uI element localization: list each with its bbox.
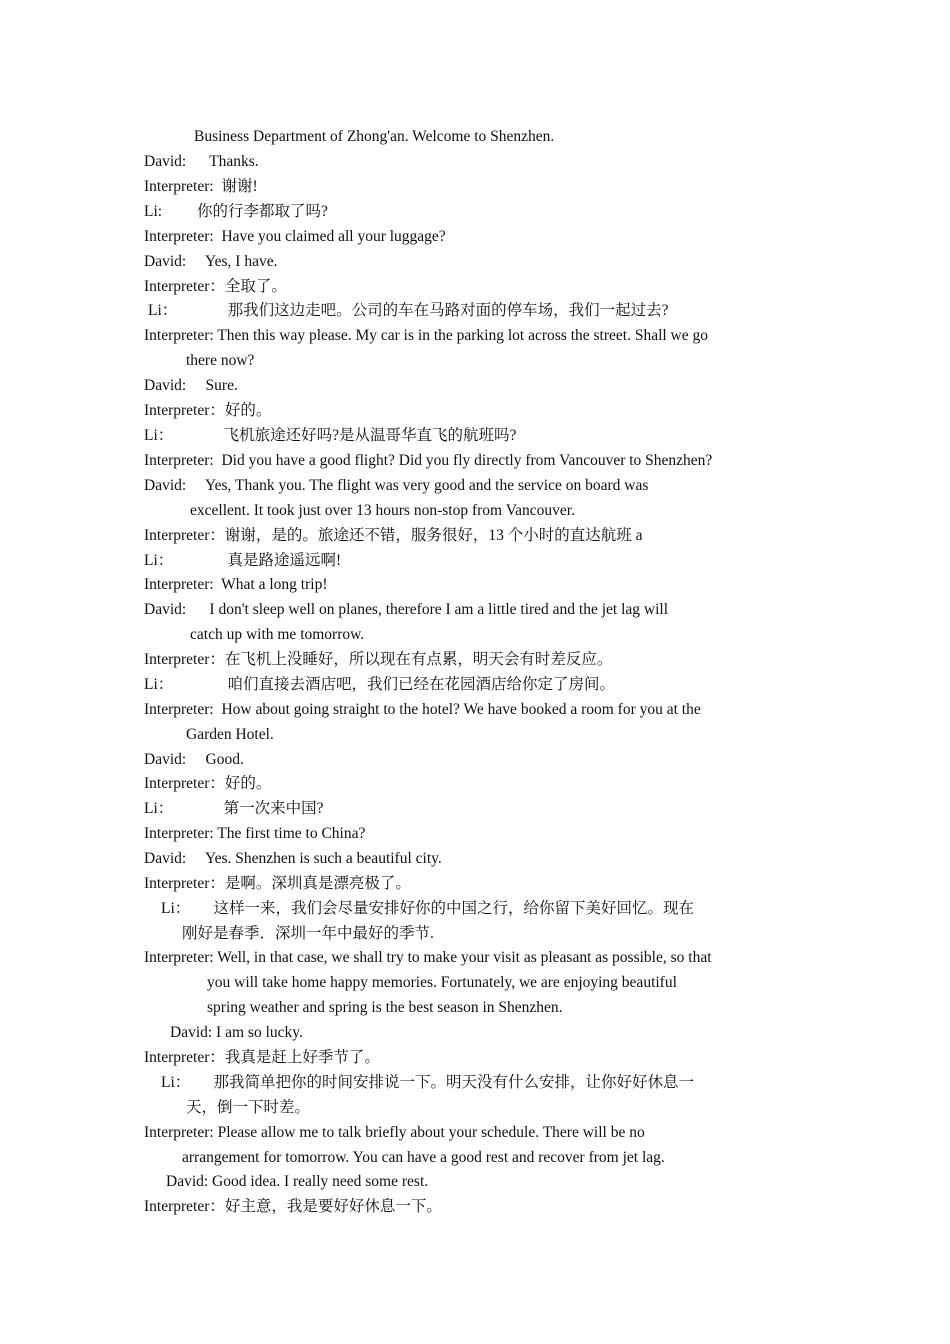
text-line-34: Interpreter: Well, in that case, we shall try to make your visit as pleasant as possible, so that	[144, 949, 712, 966]
text-line-37: David: I am so lucky.	[170, 1024, 303, 1041]
text-line-27: Interpreter：好的。	[144, 775, 272, 792]
text-line-09: Interpreter: Then this way please. My car is in the parking lot across the street. Shall we go	[144, 327, 709, 344]
text-line-01: Business Department of Zhong'an. Welcome to Shenzhen.	[194, 128, 555, 145]
text-line-26: David: Good.	[144, 751, 244, 768]
text-line-35: you will take home happy memories. Fortunately, we are enjoying beautiful	[207, 974, 677, 991]
text-line-17: Interpreter：谢谢，是的。旅途还不错，服务很好，13 个小时的直达航班 a	[144, 527, 643, 544]
text-line-31: Interpreter：是啊。深圳真是漂亮极了。	[144, 875, 411, 892]
text-line-07: Interpreter：全取了。	[144, 278, 287, 295]
text-line-41: Interpreter: Please allow me to talk briefly about your schedule. There will be no	[144, 1124, 645, 1141]
text-line-22: Interpreter：在飞机上没睡好，所以现在有点累，明天会有时差反应。	[144, 651, 613, 668]
text-line-02: David: Thanks.	[144, 153, 259, 170]
text-line-12: Interpreter：好的。	[144, 402, 272, 419]
text-line-43: David: Good idea. I really need some rest.	[166, 1173, 429, 1190]
text-line-44: Interpreter：好主意，我是要好好休息一下。	[144, 1198, 442, 1215]
text-line-20: David: I don't sleep well on planes, therefore I am a little tired and the jet lag will	[144, 601, 669, 618]
text-line-30: David: Yes. Shenzhen is such a beautiful city.	[144, 850, 442, 867]
text-line-40: 天，倒一下时差。	[186, 1099, 311, 1116]
text-line-25: Garden Hotel.	[186, 726, 274, 743]
text-line-36: spring weather and spring is the best season in Shenzhen.	[207, 999, 563, 1016]
text-line-05: Interpreter: Have you claimed all your luggage?	[144, 228, 446, 245]
text-line-21: catch up with me tomorrow.	[190, 626, 365, 643]
text-line-15: David: Yes, Thank you. The flight was very good and the service on board was	[144, 477, 649, 494]
text-line-03: Interpreter: 谢谢!	[144, 178, 258, 195]
text-line-06: David: Yes, I have.	[144, 253, 278, 270]
text-line-13: Li： 飞机旅途还好吗?是从温哥华直飞的航班吗?	[144, 427, 517, 444]
text-line-39: Li： 那我简单把你的时间安排说一下。明天没有什么安排，让你好好休息一	[161, 1074, 695, 1091]
text-line-42: arrangement for tomorrow. You can have a good rest and recover from jet lag.	[182, 1149, 665, 1166]
text-line-16: excellent. It took just over 13 hours non-stop from Vancouver.	[190, 502, 575, 519]
text-line-10: there now?	[186, 352, 255, 369]
text-line-38: Interpreter：我真是赶上好季节了。	[144, 1049, 380, 1066]
text-line-18: Li： 真是路途遥远啊!	[144, 552, 342, 569]
text-line-23: Li： 咱们直接去酒店吧，我们已经在花园酒店给你定了房间。	[144, 676, 616, 693]
text-line-11: David: Sure.	[144, 377, 238, 394]
text-line-33: 刚好是春季．深圳一年中最好的季节.	[182, 925, 434, 942]
text-line-14: Interpreter: Did you have a good flight? Did you fly directly from Vancouver to Shenzhen?	[144, 452, 713, 469]
text-line-19: Interpreter: What a long trip!	[144, 576, 328, 593]
text-line-28: Li： 第一次来中国?	[144, 800, 324, 817]
text-line-24: Interpreter: How about going straight to the hotel? We have booked a room for you at the	[144, 701, 701, 718]
text-line-29: Interpreter: The first time to China?	[144, 825, 366, 842]
text-line-32: Li： 这样一来，我们会尽量安排好你的中国之行，给你留下美好回忆。现在	[161, 900, 695, 917]
text-line-08: Li： 那我们这边走吧。公司的车在马路对面的停车场，我们一起过去?	[148, 302, 669, 319]
text-line-04: Li: 你的行李都取了吗?	[144, 203, 328, 220]
